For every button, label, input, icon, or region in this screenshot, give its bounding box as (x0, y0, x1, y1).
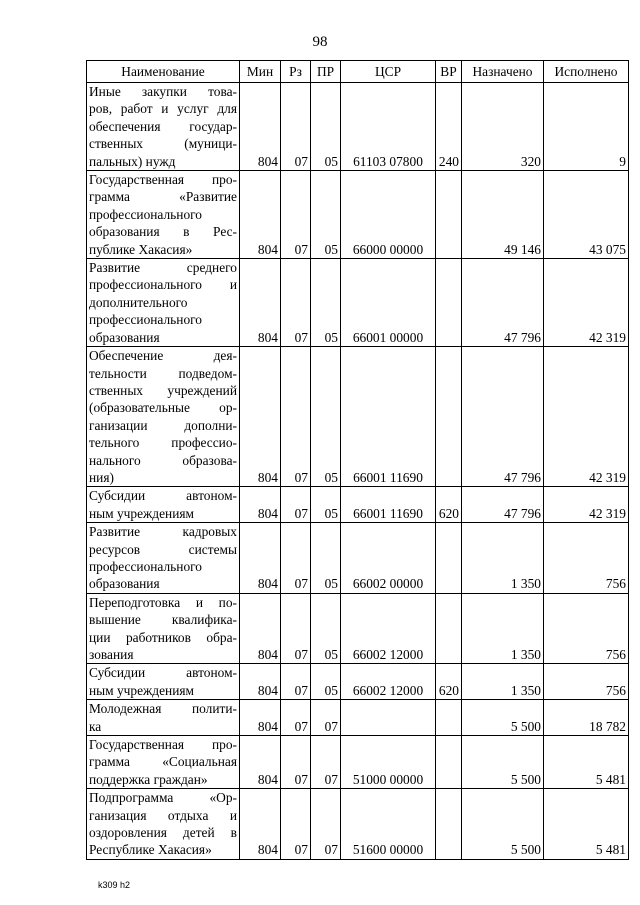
header-name: Наименование (87, 61, 240, 83)
row-name-line: Обеспечение дея- (89, 348, 237, 364)
row-name-line: Государственная про- (89, 172, 237, 188)
table-row (87, 593, 629, 664)
row-name (87, 523, 240, 594)
row-rz: 07 (281, 347, 311, 487)
row-name-line: (образовательные ор- (89, 400, 237, 416)
row-min: 804 (240, 700, 281, 736)
row-vr: 240 (436, 83, 462, 171)
row-name-line: Подпрограмма «Ор- (89, 790, 237, 806)
row-csr: 66002 00000 (341, 523, 436, 594)
row-name-line: тельности подведом- (89, 365, 237, 381)
row-executed: 756 (544, 664, 629, 700)
header-assigned: Назначено (462, 61, 544, 83)
row-min: 804 (240, 259, 281, 347)
row-pr: 05 (311, 171, 341, 259)
row-name-line: ров, работ и услуг для (89, 101, 237, 117)
header-executed: Исполнено (544, 61, 629, 83)
row-pr: 07 (311, 736, 341, 789)
table-row (87, 664, 629, 700)
row-name-line: ганизация отдыха и (89, 807, 237, 823)
row-name (87, 259, 240, 347)
row-name-line: образования (89, 576, 160, 592)
table-row (87, 259, 629, 347)
row-vr (436, 593, 462, 664)
row-name-line: Развитие кадровых (89, 524, 237, 540)
row-executed: 42 319 (544, 487, 629, 523)
row-name-line: образования (89, 329, 160, 345)
row-csr: 61103 07800 (341, 83, 436, 171)
row-name-line: ка (89, 718, 102, 734)
row-name-line: профессионального (89, 206, 202, 222)
row-name-line: Развитие среднего (89, 260, 237, 276)
row-assigned: 49 146 (462, 171, 544, 259)
row-vr (436, 523, 462, 594)
row-min: 804 (240, 664, 281, 700)
row-assigned: 1 350 (462, 523, 544, 594)
row-vr (436, 736, 462, 789)
row-name-line: грамма «Социальная (89, 754, 237, 770)
row-name-line: ным учреждениям (89, 682, 195, 698)
row-executed: 756 (544, 593, 629, 664)
row-assigned: 1 350 (462, 593, 544, 664)
header-vr: ВР (436, 61, 462, 83)
row-name-line: нального образова- (89, 452, 237, 468)
row-rz: 07 (281, 83, 311, 171)
row-pr: 05 (311, 664, 341, 700)
footer-code: k309 h2 (98, 880, 131, 890)
row-name-line: ции работников обра- (89, 629, 237, 645)
row-min: 804 (240, 171, 281, 259)
row-pr: 05 (311, 83, 341, 171)
row-vr (436, 700, 462, 736)
table-row (87, 736, 629, 789)
header-csr: ЦСР (341, 61, 436, 83)
row-assigned: 1 350 (462, 664, 544, 700)
row-assigned: 47 796 (462, 347, 544, 487)
row-pr: 05 (311, 259, 341, 347)
row-executed: 9 (544, 83, 629, 171)
row-csr: 51600 00000 (341, 789, 436, 860)
table-row (87, 83, 629, 171)
row-csr: 66001 11690 (341, 487, 436, 523)
row-pr: 05 (311, 593, 341, 664)
header-rz: Рз (281, 61, 311, 83)
table-row (87, 171, 629, 259)
row-name (87, 593, 240, 664)
row-pr: 05 (311, 347, 341, 487)
row-rz: 07 (281, 700, 311, 736)
row-name-line: пальных) нужд (89, 153, 176, 169)
row-name-line: дополнительного (89, 294, 188, 310)
header-pr: ПР (311, 61, 341, 83)
row-name (87, 789, 240, 860)
row-executed: 5 481 (544, 736, 629, 789)
row-name-line: образования в Рес- (89, 224, 237, 240)
row-csr: 66001 00000 (341, 259, 436, 347)
row-name (87, 700, 240, 736)
row-name-line: Переподготовка и по- (89, 594, 237, 610)
row-name-line: ганизации дополни- (89, 417, 237, 433)
budget-table (86, 60, 629, 860)
row-name (87, 83, 240, 171)
row-rz: 07 (281, 664, 311, 700)
row-executed: 42 319 (544, 347, 629, 487)
row-name-line: обеспечения государ- (89, 118, 237, 134)
row-name-line: Субсидии автоном- (89, 488, 237, 504)
row-min: 804 (240, 593, 281, 664)
row-csr: 66000 00000 (341, 171, 436, 259)
table-body (87, 83, 629, 860)
row-name-line: ственных (муници- (89, 136, 237, 152)
row-name-line: тельного профессио- (89, 435, 237, 451)
row-executed: 18 782 (544, 700, 629, 736)
row-name-line: поддержка граждан» (89, 771, 208, 787)
row-vr (436, 259, 462, 347)
row-rz: 07 (281, 523, 311, 594)
row-name (87, 487, 240, 523)
header-min: Мин (240, 61, 281, 83)
row-executed: 5 481 (544, 789, 629, 860)
row-executed: 42 319 (544, 259, 629, 347)
table-header-row (87, 61, 629, 83)
row-assigned: 47 796 (462, 487, 544, 523)
row-name (87, 736, 240, 789)
row-rz: 07 (281, 171, 311, 259)
row-executed: 756 (544, 523, 629, 594)
row-rz: 07 (281, 259, 311, 347)
row-rz: 07 (281, 487, 311, 523)
row-name-line: ственных учреждений (89, 382, 237, 398)
row-pr: 05 (311, 523, 341, 594)
row-name-line: вышение квалифика- (89, 612, 237, 628)
row-csr (341, 700, 436, 736)
row-vr (436, 171, 462, 259)
table-row (87, 700, 629, 736)
row-name-line: Молодежная полити- (89, 701, 237, 717)
row-name-line: ным учреждениям (89, 505, 195, 521)
row-name (87, 347, 240, 487)
row-name-line: грамма «Развитие (89, 189, 237, 205)
row-min: 804 (240, 487, 281, 523)
table-row (87, 487, 629, 523)
row-name-line: Республике Хакасия» (89, 842, 212, 858)
row-csr: 51000 00000 (341, 736, 436, 789)
row-name-line: Государственная про- (89, 737, 237, 753)
row-name-line: ния) (89, 469, 114, 485)
row-vr: 620 (436, 487, 462, 523)
table-row (87, 523, 629, 594)
row-name-line: профессионального и (89, 277, 237, 293)
row-name-line: зования (89, 647, 134, 662)
row-pr: 07 (311, 700, 341, 736)
row-pr: 05 (311, 487, 341, 523)
row-assigned: 5 500 (462, 736, 544, 789)
row-name-line: профессионального (89, 312, 202, 328)
row-pr: 07 (311, 789, 341, 860)
table-row (87, 789, 629, 860)
row-vr (436, 347, 462, 487)
row-name-line: оздоровления детей в (89, 825, 237, 841)
row-rz: 07 (281, 736, 311, 789)
row-assigned: 47 796 (462, 259, 544, 347)
page-number: 98 (312, 34, 328, 50)
row-name-line: профессионального (89, 558, 202, 574)
row-min: 804 (240, 83, 281, 171)
table-row (87, 347, 629, 487)
row-min: 804 (240, 736, 281, 789)
row-csr: 66002 12000 (341, 664, 436, 700)
row-csr: 66001 11690 (341, 347, 436, 487)
row-name-line: ресурсов системы (89, 541, 237, 557)
row-assigned: 5 500 (462, 700, 544, 736)
row-name (87, 664, 240, 700)
row-name-line: публике Хакасия» (89, 241, 193, 257)
row-assigned: 320 (462, 83, 544, 171)
row-vr (436, 789, 462, 860)
row-name (87, 171, 240, 259)
row-assigned: 5 500 (462, 789, 544, 860)
row-vr: 620 (436, 664, 462, 700)
row-name-line: Субсидии автоном- (89, 665, 237, 681)
row-rz: 07 (281, 789, 311, 860)
row-min: 804 (240, 347, 281, 487)
row-csr: 66002 12000 (341, 593, 436, 664)
row-min: 804 (240, 789, 281, 860)
row-executed: 43 075 (544, 171, 629, 259)
row-name-line: Иные закупки това- (89, 84, 237, 99)
row-rz: 07 (281, 593, 311, 664)
row-min: 804 (240, 523, 281, 594)
